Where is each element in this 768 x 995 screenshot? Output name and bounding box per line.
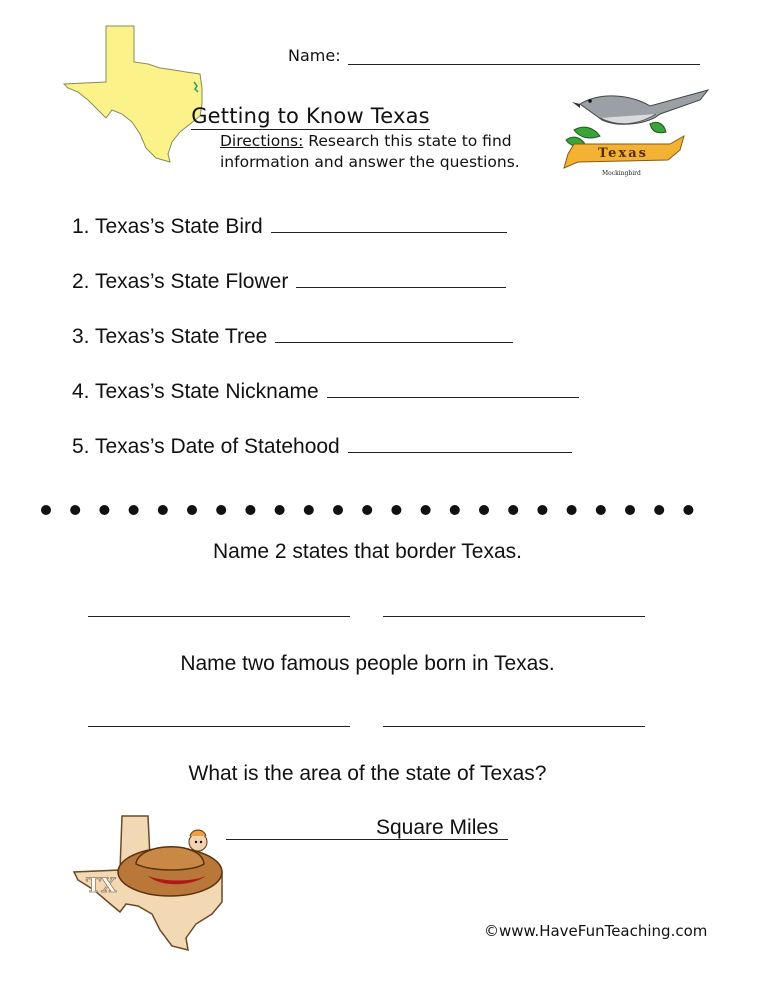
separator-dot: [479, 505, 489, 515]
prompt-area: What is the area of the state of Texas?: [188, 762, 547, 785]
separator-dot: [304, 505, 314, 515]
answer-line-2[interactable]: [296, 269, 506, 288]
separator-dot: [41, 505, 51, 515]
question-4-text: 4. Texas’s State Nickname: [72, 380, 319, 403]
separator-dot: [450, 505, 460, 515]
separator-dot: [245, 505, 255, 515]
question-1: [72, 214, 507, 239]
question-1-text: 1. Texas’s State Bird: [72, 215, 263, 238]
question-4: [72, 379, 579, 404]
separator-dot: [391, 505, 401, 515]
separator-dot: [596, 505, 606, 515]
copyright-text: ©www.HaveFunTeaching.com: [484, 922, 708, 940]
separator-dot: [158, 505, 168, 515]
question-3-text: 3. Texas’s State Tree: [72, 325, 268, 348]
prompt-famous-people: Name two famous people born in Texas.: [180, 652, 555, 675]
separator-dot: [187, 505, 197, 515]
separator-dot: [654, 505, 664, 515]
answer-line-1[interactable]: [271, 214, 507, 233]
border-state-line-1[interactable]: [88, 616, 350, 617]
question-5-text: 5. Texas’s Date of Statehood: [72, 435, 340, 458]
directions-text-1: Research this state to find: [308, 132, 512, 150]
directions: [220, 131, 560, 173]
name-label: Name:: [288, 46, 341, 65]
mockingbird-image: [560, 84, 710, 189]
square-miles-label: Square Miles: [376, 816, 499, 839]
separator-dot: [362, 505, 372, 515]
bird-banner-text: Texas: [598, 146, 648, 161]
separator-dot: [421, 505, 431, 515]
question-2: [72, 269, 506, 294]
separator-dot: [216, 505, 226, 515]
directions-text-2: information and answer the questions.: [220, 153, 520, 171]
texas-cowboy-hat-cartoon: [72, 812, 230, 954]
dot-separator: [32, 498, 702, 522]
famous-person-line-2[interactable]: [383, 726, 645, 727]
question-2-text: 2. Texas’s State Flower: [72, 270, 289, 293]
separator-dot: [567, 505, 577, 515]
separator-dot: [683, 505, 693, 515]
directions-label: Directions:: [220, 132, 304, 150]
separator-dot: [625, 505, 635, 515]
famous-person-line-1[interactable]: [88, 726, 350, 727]
texas-map-image: [62, 24, 212, 164]
separator-dot: [537, 505, 547, 515]
separator-dot: [99, 505, 109, 515]
tx-map-label: TX: [86, 873, 117, 897]
separator-dot: [508, 505, 518, 515]
prompt-bordering-states: Name 2 states that border Texas.: [213, 540, 522, 563]
border-state-line-2[interactable]: [383, 616, 645, 617]
bird-caption-text: Mockingbird: [602, 170, 641, 177]
answer-line-4[interactable]: [327, 379, 579, 398]
name-line[interactable]: [348, 64, 700, 65]
answer-line-5[interactable]: [348, 434, 572, 453]
separator-dot: [70, 505, 80, 515]
separator-dot: [333, 505, 343, 515]
separator-dot: [275, 505, 285, 515]
question-3: [72, 324, 513, 349]
answer-line-3[interactable]: [275, 324, 513, 343]
question-5: [72, 434, 572, 459]
title-text: Getting to Know Texas: [191, 104, 430, 128]
separator-dot: [129, 505, 139, 515]
